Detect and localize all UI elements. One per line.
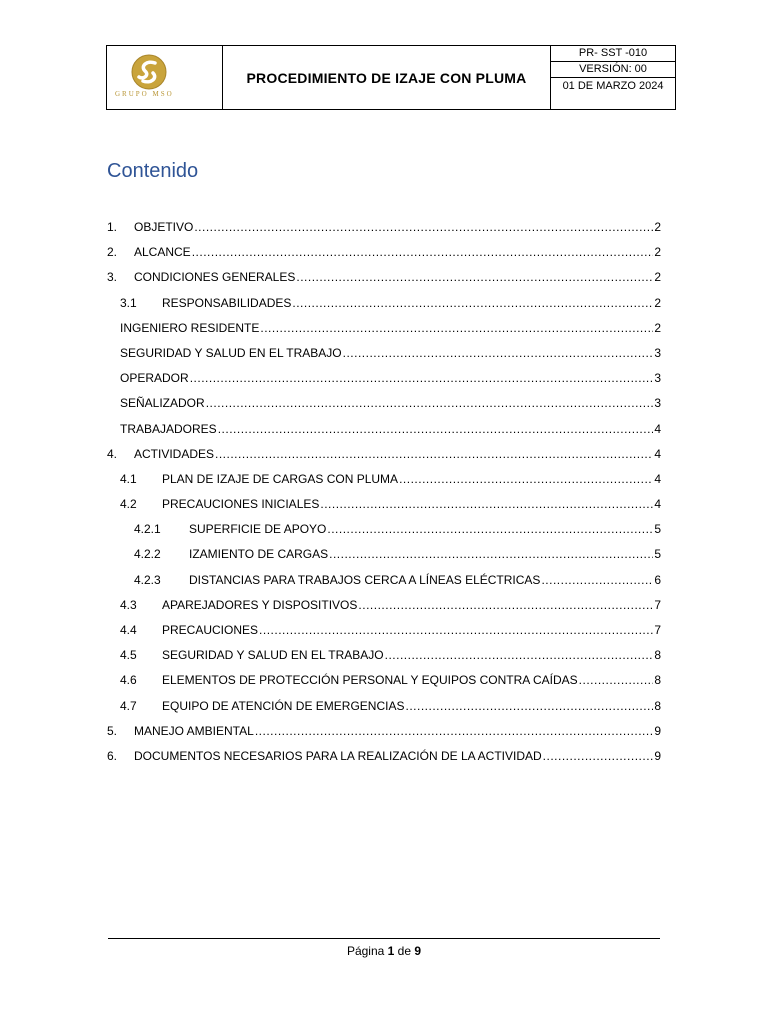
footer-prefix: Página [346,944,388,958]
toc-entry-number: 5. [107,723,118,738]
toc-dot-leader [385,643,654,668]
toc-entry-page: 8 [654,673,661,688]
toc-dot-leader [218,417,654,442]
toc-dot-leader [343,341,654,366]
toc-entry-page: 3 [654,371,661,386]
toc-entry-label: SUPERFICIE DE APOYO [189,522,327,537]
toc-entry[interactable] [107,341,661,366]
toc-entry-page: 2 [654,295,661,310]
page-footer [0,944,768,958]
document-title: PROCEDIMIENTO DE IZAJE CON PLUMA [223,46,551,109]
toc-entry[interactable] [107,542,661,567]
toc-entry-page: 9 [654,748,661,763]
toc-entry[interactable] [107,492,661,517]
toc-dot-leader [405,694,653,719]
toc-entry-number: 4.2 [120,497,137,512]
toc-dot-leader [194,215,653,240]
document-meta [551,46,675,109]
footer-current-page: 1 [387,944,395,958]
toc-entry-page: 2 [654,220,661,234]
toc-entry[interactable] [107,442,661,467]
toc-entry-number: 4.3 [120,597,137,612]
toc-dot-leader [292,291,653,316]
toc-entry-number: 3.1 [120,295,137,310]
logo-text: GRUPO MSO [115,90,174,98]
toc-entry[interactable] [107,618,661,643]
toc-entry-page: 5 [654,522,661,537]
toc-entry-number: 4.5 [120,648,137,663]
toc-entry-number: 1. [107,220,118,234]
toc-entry-label: ELEMENTOS DE PROTECCIÓN PERSONAL Y EQUIPOS CONTRA CAÍDAS [162,673,578,688]
toc-entry-label: MANEJO AMBIENTAL [134,723,254,738]
toc-entry-page: 8 [654,648,661,663]
toc-entry-page: 7 [654,623,661,637]
toc-dot-leader [255,719,654,744]
toc-entry-page: 7 [654,597,661,612]
toc-entry-label: PRECAUCIONES INICIALES [162,497,320,512]
toc-entry-page: 9 [654,723,661,738]
toc-entry-label: APAREJADORES Y DISPOSITIVOS [162,597,358,612]
toc-entry-number: 4.6 [120,673,137,688]
toc-entry-number: 2. [107,245,118,260]
toc-entry-label: DISTANCIAS PARA TRABAJOS CERCA A LÍNEAS ELÉCTRICAS [189,572,541,587]
toc-entry-number: 6. [107,748,118,763]
toc-entry-page: 5 [654,547,661,562]
toc-dot-leader [543,744,654,769]
toc-dot-leader [296,265,653,290]
toc-entry-number: 3. [107,270,118,285]
toc-dot-leader [329,542,653,567]
toc-entry[interactable] [107,744,661,769]
toc-entry[interactable] [107,215,661,240]
toc-entry-number: 4.2.2 [134,547,161,562]
toc-dot-leader [579,668,654,693]
toc-entry-label: SEÑALIZADOR [120,396,205,411]
toc-entry-label: ALCANCE [134,245,191,260]
toc-entry-page: 2 [654,270,661,285]
toc-entry[interactable] [107,291,661,316]
toc-dot-leader [327,517,653,542]
toc-dot-leader [190,366,654,391]
toc-entry-label: OBJETIVO [134,220,194,234]
toc-entry-number: 4.2.3 [134,572,161,587]
document-date: 01 DE MARZO 2024 [562,80,664,92]
toc-entry-number: 4.7 [120,698,137,713]
toc-entry[interactable] [107,391,661,416]
toc-entry-label: DOCUMENTOS NECESARIOS PARA LA REALIZACIÓN DE LA ACTIVIDAD [134,748,542,763]
toc-entry-label: RESPONSABILIDADES [162,295,292,310]
logo-cell [107,46,223,109]
toc-dot-leader [399,467,653,492]
toc-entry-label: SEGURIDAD Y SALUD EN EL TRABAJO [162,648,384,663]
toc-heading: Contenido [107,160,199,182]
toc-entry[interactable] [107,467,661,492]
toc-dot-leader [206,391,654,416]
toc-entry-label: SEGURIDAD Y SALUD EN EL TRABAJO [120,345,342,360]
footer-divider [108,938,660,939]
toc-entry[interactable] [107,316,661,341]
toc-entry[interactable] [107,240,661,265]
toc-entry-label: PRECAUCIONES [162,623,259,637]
toc-entry[interactable] [107,719,661,744]
toc-entry-number: 4. [107,446,118,461]
document-header [106,45,676,110]
toc-entry[interactable] [107,265,661,290]
toc-dot-leader [215,442,653,467]
footer-middle: de [394,944,415,958]
toc-entry-page: 4 [654,421,661,436]
toc-dot-leader [192,240,654,265]
toc-entry-label: OPERADOR [120,371,189,386]
grupo-logo-icon [129,52,169,92]
toc-entry-label: EQUIPO DE ATENCIÓN DE EMERGENCIAS [162,698,405,713]
toc-entry-page: 2 [654,320,661,335]
toc-entry-page: 6 [654,572,661,587]
toc-entry[interactable] [107,668,661,693]
toc-entry-page: 4 [654,497,661,512]
toc-dot-leader [541,568,653,593]
toc-entry-label: ACTIVIDADES [134,446,215,461]
toc-entry[interactable] [107,366,661,391]
toc-entry-number: 4.2.1 [134,522,161,537]
toc-entry-page: 4 [654,471,661,486]
toc-entry-label: PLAN DE IZAJE DE CARGAS CON PLUMA [162,471,399,486]
toc-entry-page: 3 [654,345,661,360]
toc-entry-page: 3 [654,396,661,411]
toc-dot-leader [259,618,653,643]
toc-entry-page: 2 [654,245,661,260]
toc-entry[interactable] [107,694,661,719]
toc-entry[interactable] [107,643,661,668]
footer-total-pages: 9 [414,944,422,958]
document-version: VERSIÓN: 00 [551,62,675,78]
toc-entry-page: 8 [654,698,661,713]
toc-entry-number: 4.4 [120,623,137,637]
toc-entry-label: IZAMIENTO DE CARGAS [189,547,329,562]
toc-entry-label: TRABAJADORES [120,421,217,436]
toc-entry[interactable] [107,593,661,618]
toc-dot-leader [358,593,653,618]
toc-entry[interactable] [107,417,661,442]
toc-dot-leader [320,492,653,517]
toc-entry-label: CONDICIONES GENERALES [134,270,296,285]
toc-entry-number: 4.1 [120,471,137,486]
toc-entry-label: INGENIERO RESIDENTE [120,320,260,335]
toc-entry[interactable] [107,517,661,542]
document-code: PR- SST -010 [551,46,675,62]
toc-dot-leader [260,316,653,341]
table-of-contents [107,215,661,769]
toc-entry-page: 4 [654,446,661,461]
toc-entry[interactable] [107,568,661,593]
